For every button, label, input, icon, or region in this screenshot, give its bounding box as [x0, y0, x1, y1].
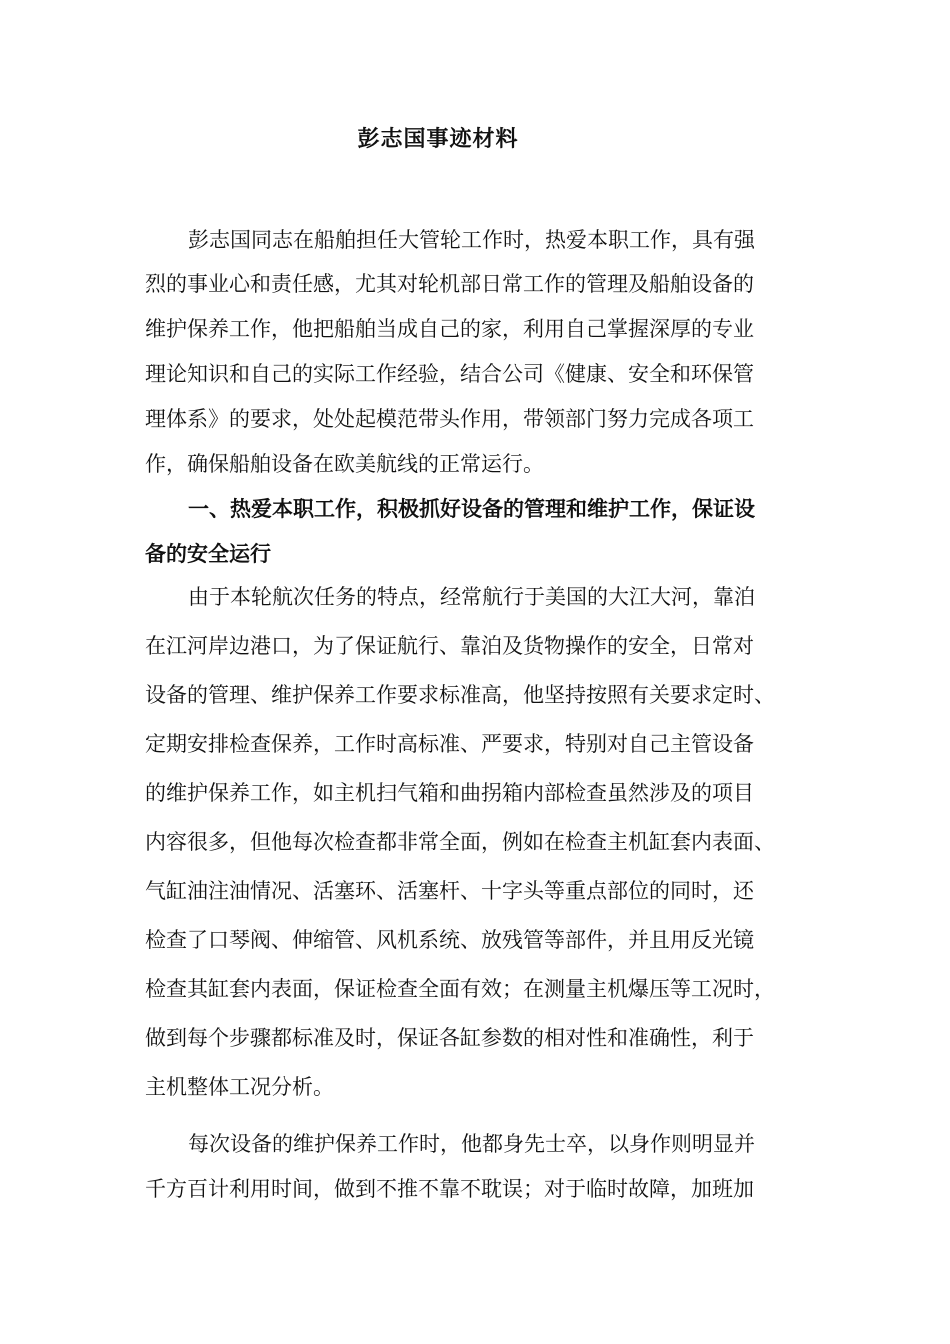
intro-line-6: 作，确保船舶设备在欧美航线的正常运行。	[145, 452, 544, 476]
para1-line-4: 定期安排检查保养，工作时高标准、严要求，特别对自己主管设备	[145, 732, 754, 756]
para1-line-11: 主机整体工况分析。	[145, 1075, 334, 1099]
para1-line-5: 的维护保养工作，如主机扫气箱和曲拐箱内部检查虽然涉及的项目	[145, 781, 754, 805]
section-heading-line-2: 备的安全运行	[145, 541, 271, 566]
para1-line-8: 检查了口琴阀、伸缩管、风机系统、放残管等部件，并且用反光镜	[145, 928, 754, 952]
document-title: 彭志国事迹材料	[357, 126, 519, 152]
para2-line-2: 千方百计利用时间，做到不推不靠不耽误；对于临时故障，加班加	[145, 1177, 754, 1201]
para2-line-1: 每次设备的维护保养工作时，他都身先士卒，以身作则明显并	[188, 1132, 755, 1156]
intro-line-5: 理体系》的要求，处处起模范带头作用，带领部门努力完成各项工	[145, 407, 754, 431]
section-heading-line-1: 一、热爱本职工作，积极抓好设备的管理和维护工作，保证设	[188, 496, 755, 521]
intro-line-2: 烈的事业心和责任感，尤其对轮机部日常工作的管理及船舶设备的	[145, 272, 754, 296]
para1-line-2: 在江河岸边港口，为了保证航行、靠泊及货物操作的安全，日常对	[145, 634, 754, 658]
para1-line-7: 气缸油注油情况、活塞环、活塞杆、十字头等重点部位的同时，还	[145, 879, 754, 903]
intro-line-1: 彭志国同志在船舶担任大管轮工作时，热爱本职工作，具有强	[188, 228, 755, 252]
para1-line-3: 设备的管理、维护保养工作要求标准高，他坚持按照有关要求定时、	[145, 683, 775, 707]
intro-line-4: 理论知识和自己的实际工作经验，结合公司《健康、安全和环保管	[145, 362, 754, 386]
para1-line-10: 做到每个步骤都标准及时，保证各缸参数的相对性和准确性，利于	[145, 1026, 754, 1050]
para1-line-9: 检查其缸套内表面，保证检查全面有效；在测量主机爆压等工况时，	[145, 977, 775, 1001]
intro-line-3: 维护保养工作，他把船舶当成自己的家，利用自己掌握深厚的专业	[145, 317, 754, 341]
para1-line-6: 内容很多，但他每次检查都非常全面，例如在检查主机缸套内表面、	[145, 830, 775, 854]
para1-line-1: 由于本轮航次任务的特点，经常航行于美国的大江大河，靠泊	[188, 585, 755, 609]
